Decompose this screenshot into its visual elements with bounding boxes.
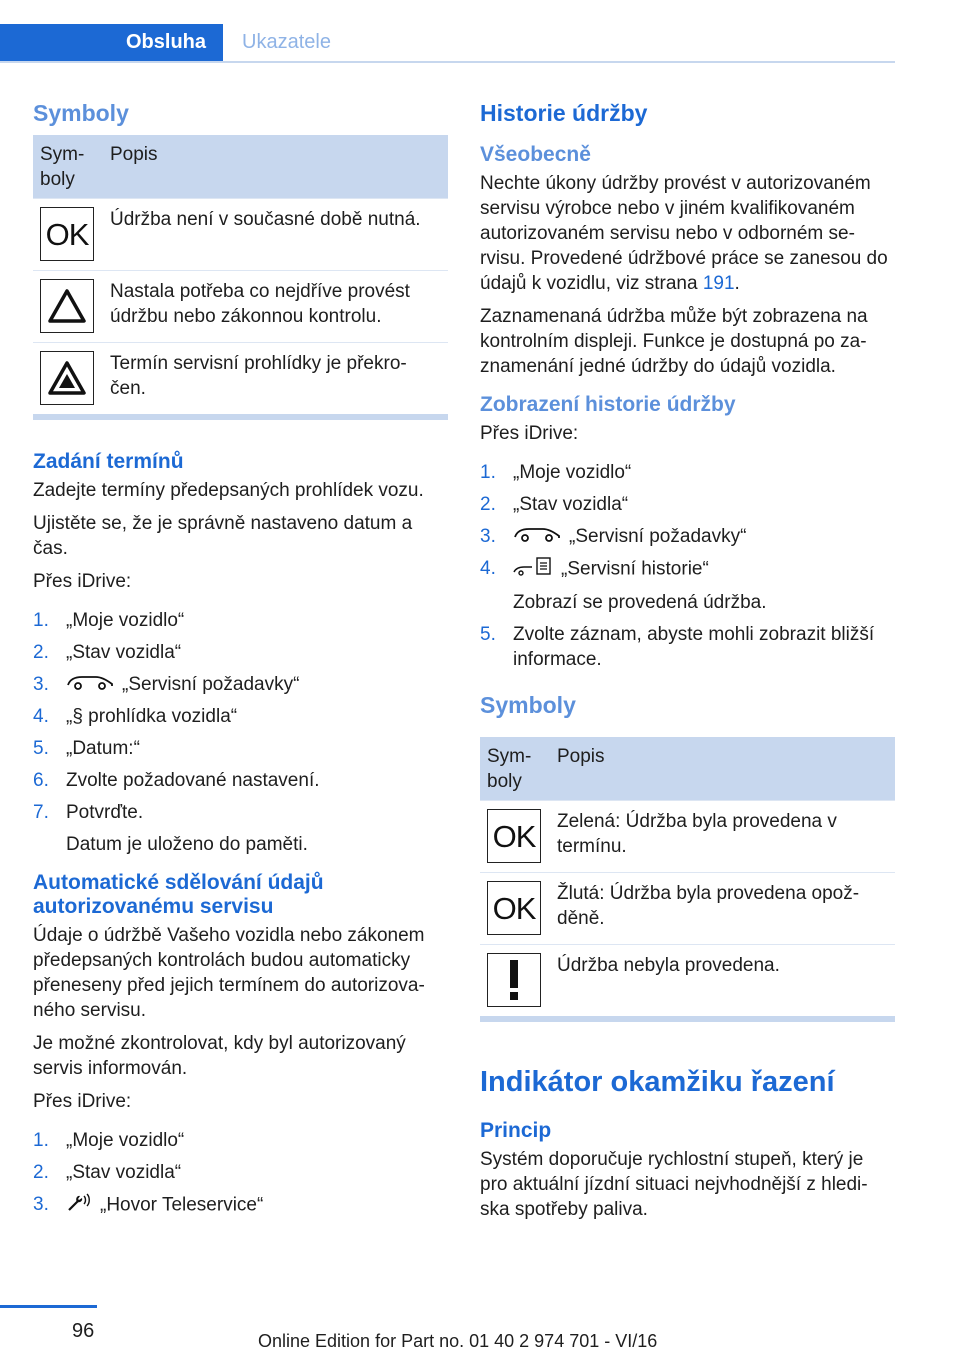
steps-list bbox=[480, 460, 895, 672]
list-item: 1. „Moje vozidlo“ bbox=[33, 1130, 185, 1152]
list-item: 3. „Hovor Teleservice“ bbox=[33, 1192, 448, 1219]
car-icon bbox=[66, 672, 114, 697]
exclamation-icon bbox=[487, 953, 541, 1007]
car-icon bbox=[513, 524, 561, 549]
col-header-symbol: Sym- boly bbox=[480, 737, 550, 801]
right-column bbox=[480, 100, 895, 1230]
row-desc: Údržba není v současné době nutná. bbox=[103, 199, 448, 271]
list-item: 2. „Stav vozidla“ bbox=[33, 1162, 182, 1184]
page-number: 96 bbox=[72, 1320, 95, 1342]
table-row bbox=[33, 271, 448, 343]
tab-obsluha-label: Obsluha bbox=[125, 31, 206, 53]
ok-icon: OK bbox=[487, 809, 541, 863]
paragraph: Zadejte termíny předepsaných prohlídek vozu. bbox=[33, 480, 424, 501]
historie-heading: Historie údržby bbox=[480, 100, 648, 126]
row-desc: Žlutá: Údržba byla provedena opož-děně. bbox=[550, 873, 895, 945]
service-history-icon bbox=[513, 556, 553, 583]
list-item: 4. „Servisní historie“ Zobrazí se provedená údržba. bbox=[480, 556, 895, 615]
header-bar bbox=[0, 24, 895, 63]
page-link[interactable]: 191 bbox=[702, 273, 735, 294]
symbols-heading-2: Symboly bbox=[480, 692, 576, 719]
steps-list bbox=[33, 608, 448, 857]
paragraph: Nechte úkony údržby provést v autorizovaném servisu výrobce nebo v jiném kvalifikovaném autorizovaném servisu nebo v odborném se-rvisu. Provedené údržbové práce se zanesou do údajů k vozidlu, viz strana 191. bbox=[480, 173, 888, 294]
col-header-symbol: Sym- boly bbox=[33, 135, 103, 199]
paragraph: Přes iDrive: bbox=[33, 1091, 132, 1113]
list-item: 1. „Moje vozidlo“ bbox=[480, 462, 632, 483]
tab-obsluha[interactable] bbox=[0, 24, 223, 61]
list-item: 2. „Stav vozidla“ bbox=[480, 494, 629, 515]
list-item: 4. „§ prohlídka vozidla“ bbox=[33, 706, 238, 728]
row-desc: Nastala potřeba co nejdříve provést údržbu nebo zákonnou kontrolu. bbox=[103, 271, 448, 343]
steps-list bbox=[33, 1128, 448, 1219]
symbols-heading: Symboly bbox=[33, 100, 129, 126]
wrench-phone-icon bbox=[66, 1192, 92, 1219]
table-row bbox=[33, 199, 448, 271]
ok-icon: OK bbox=[487, 881, 541, 935]
paragraph: Systém doporučuje rychlostní stupeň, který je pro aktuální jízdní situaci nejvhodnější z hledi-ska spotřeby paliva. bbox=[480, 1149, 868, 1221]
zadani-heading: Zadání termínů bbox=[33, 450, 184, 473]
symbols-table bbox=[33, 135, 448, 420]
paragraph: Přes iDrive: bbox=[480, 423, 579, 444]
princip-heading: Princip bbox=[480, 1119, 552, 1143]
zobrazeni-heading: Zobrazení historie údržby bbox=[480, 393, 736, 416]
row-desc: Termín servisní prohlídky je překro-čen. bbox=[103, 343, 448, 418]
list-item: 5. Zvolte záznam, abyste mohli zobrazit bližší informace. bbox=[480, 624, 875, 671]
row-desc: Údržba nebyla provedena. bbox=[550, 945, 895, 1020]
vseobecne-heading: Všeobecně bbox=[480, 143, 591, 166]
list-item: 7. Potvrďte. Datum je uloženo do paměti. bbox=[33, 800, 448, 857]
left-column bbox=[33, 100, 448, 1233]
col-header-desc: Popis bbox=[550, 737, 895, 801]
table-row bbox=[33, 343, 448, 418]
auto-heading: Automatické sdělování údajů autorizovanému servisu bbox=[33, 871, 324, 919]
step-note: Zobrazí se provedená údržba. bbox=[513, 592, 767, 614]
footer-divider bbox=[0, 1305, 97, 1308]
paragraph: Přes iDrive: bbox=[33, 571, 132, 592]
list-item: 5. „Datum:“ bbox=[33, 738, 140, 760]
edition-text: Online Edition for Part no. 01 40 2 974 701 - VI/16 bbox=[258, 1331, 658, 1351]
paragraph: Ujistěte se, že je správně nastaveno datum a čas. bbox=[33, 513, 413, 559]
warning-triangle-icon bbox=[40, 279, 94, 333]
table-row bbox=[480, 873, 895, 945]
list-item: 2. „Stav vozidla“ bbox=[33, 642, 182, 663]
table-row bbox=[480, 945, 895, 1020]
table-row bbox=[480, 801, 895, 873]
list-item: 1. „Moje vozidlo“ bbox=[33, 610, 185, 631]
tab-ukazatele[interactable]: Ukazatele bbox=[242, 31, 331, 53]
symbols-table-2 bbox=[480, 737, 895, 1022]
paragraph: Je možné zkontrolovat, kdy byl autorizovaný servis informován. bbox=[33, 1033, 406, 1080]
paragraph: Zaznamenaná údržba může být zobrazena na kontrolním displeji. Funkce je dostupná po za-znamenání jedné údržby do údajů vozidla. bbox=[480, 306, 868, 377]
indikator-heading: Indikátor okamžiku řazení bbox=[480, 1066, 835, 1099]
col-header-desc: Popis bbox=[103, 135, 448, 199]
list-item: 3. „Servisní požadavky“ bbox=[480, 524, 895, 549]
row-desc: Zelená: Údržba byla provedena v termínu. bbox=[550, 801, 895, 873]
paragraph: Údaje o údržbě Vašeho vozidla nebo zákonem předepsaných kontrolách budou automaticky přeneseny před jejich termínem do autorizova-ného servisu. bbox=[33, 925, 425, 1022]
list-item: 6. Zvolte požadované nastavení. bbox=[33, 770, 320, 792]
step-note: Datum je uloženo do paměti. bbox=[66, 834, 308, 856]
warning-triangle-filled-icon bbox=[40, 351, 94, 405]
ok-icon: OK bbox=[40, 207, 94, 261]
list-item: 3. „Servisní požadavky“ bbox=[33, 672, 448, 697]
